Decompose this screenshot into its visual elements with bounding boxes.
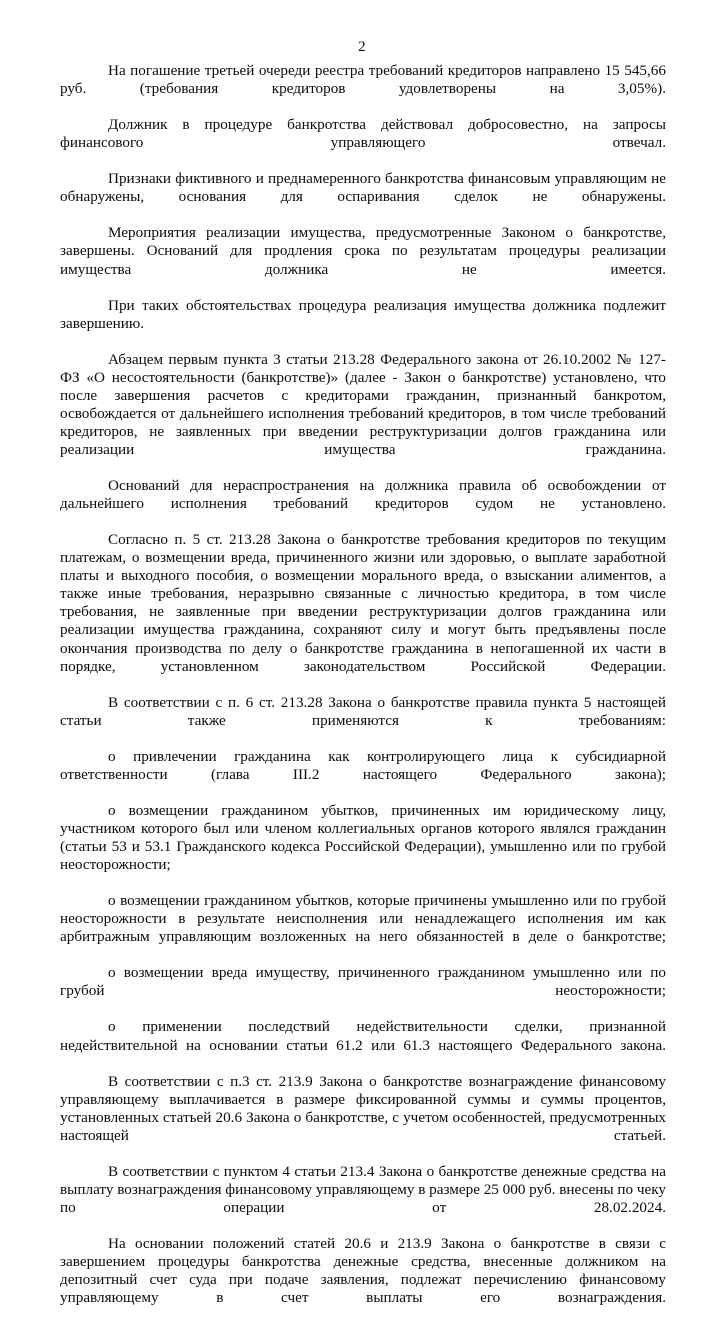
paragraph: Мероприятия реализации имущества, предусмотренные Законом о банкротстве, завершены. Оснований для продления срока по результатам процедуры реализации имущества должника не имеется.	[60, 224, 666, 278]
paragraph: Оснований для нераспространения на должника правила об освобождении от дальнейшего исполнения требований кредиторов судом не установлено.	[60, 477, 666, 513]
paragraph: Согласно п. 5 ст. 213.28 Закона о банкротстве требования кредиторов по текущим платежам, о возмещении вреда, причиненного жизни или здоровью, о выплате заработной платы и выходного пособия, о возмещении морального вреда, о взыскании алиментов, а также иные требования, неразрывно связанные с личностью кредитора, в том числе требования, не заявленные при введении реструктуризации долгов гражданина или реализации имущества гражданина, сохраняют силу и могут быть предъявлены после окончания производства по делу о банкротстве гражданина в непогашенной их части в порядке, установленном законодательством Российской Федерации.	[60, 531, 666, 675]
paragraph: Признаки фиктивного и преднамеренного банкротства финансовым управляющим не обнаружены, основания для оспаривания сделок не обнаружены.	[60, 170, 666, 206]
document-body	[60, 62, 666, 1325]
paragraph: При таких обстоятельствах процедура реализация имущества должника подлежит завершению.	[60, 296, 666, 332]
paragraph: На основании положений статей 20.6 и 213.9 Закона о банкротстве в связи с завершением процедуры банкротства денежные средства, внесенные должником на депозитный счет суда при подаче заявления, подлежат перечислению финансовому управляющему в счет выплаты его вознаграждения.	[60, 1235, 666, 1307]
paragraph: Абзацем первым пункта 3 статьи 213.28 Федерального закона от 26.10.2002 № 127-ФЗ «О несостоятельности (банкротстве)» (далее - Закон о банкротстве) установлено, что после завершения расчетов с кредиторами гражданин, признанный банкротом, освобождается от дальнейшего исполнения требований кредиторов, в том числе требований кредиторов, не заявленных при введении реструктуризации долгов гражданина или реализации имущества гражданина.	[60, 350, 666, 458]
paragraph: В соответствии с п. 6 ст. 213.28 Закона о банкротстве правила пункта 5 настоящей статьи также применяются к требованиям:	[60, 693, 666, 729]
paragraph: В соответствии с пунктом 4 статьи 213.4 Закона о банкротстве денежные средства на выплату вознаграждения финансовому управляющему в размере 25 000 руб. внесены по чеку по операции от 28.02.2024.	[60, 1162, 666, 1216]
list-item-paragraph: о возмещении гражданином убытков, причиненных им юридическому лицу, участником которого был или членом коллегиальных органов которого являлся гражданин (статьи 53 и 53.1 Гражданского кодекса Российской Федерации), умышленно или по грубой неосторожности;	[60, 801, 666, 874]
page-number: 2	[358, 39, 366, 55]
paragraph: В соответствии с п.3 ст. 213.9 Закона о банкротстве вознаграждение финансовому управляющему выплачивается в размере фиксированной суммы и суммы процентов, установленных статьей 20.6 Закона о банкротстве, с учетом особенностей, предусмотренных настоящей статьей.	[60, 1072, 666, 1144]
list-item-paragraph: о применении последствий недействительности сделки, признанной недействительной на основании статьи 61.2 или 61.3 настоящего Федерального закона.	[60, 1018, 666, 1054]
paragraph: Должник в процедуре банкротства действовал добросовестно, на запросы финансового управляющего отвечал.	[60, 116, 666, 152]
paragraph: На погашение третьей очереди реестра требований кредиторов направлено 15 545,66 руб. (требования кредиторов удовлетворены на 3,05%).	[60, 62, 666, 98]
list-item-paragraph: о возмещении вреда имуществу, причиненного гражданином умышленно или по грубой неосторожности;	[60, 964, 666, 1000]
list-item-paragraph: о привлечении гражданина как контролирующего лица к субсидиарной ответственности (глава III.2 настоящего Федерального закона);	[60, 747, 666, 783]
list-item-paragraph: о возмещении гражданином убытков, которые причинены умышленно или по грубой неосторожности в результате неисполнения или ненадлежащего исполнения им как арбитражным управляющим возложенных на него обязанностей в деле о банкротстве;	[60, 892, 666, 946]
